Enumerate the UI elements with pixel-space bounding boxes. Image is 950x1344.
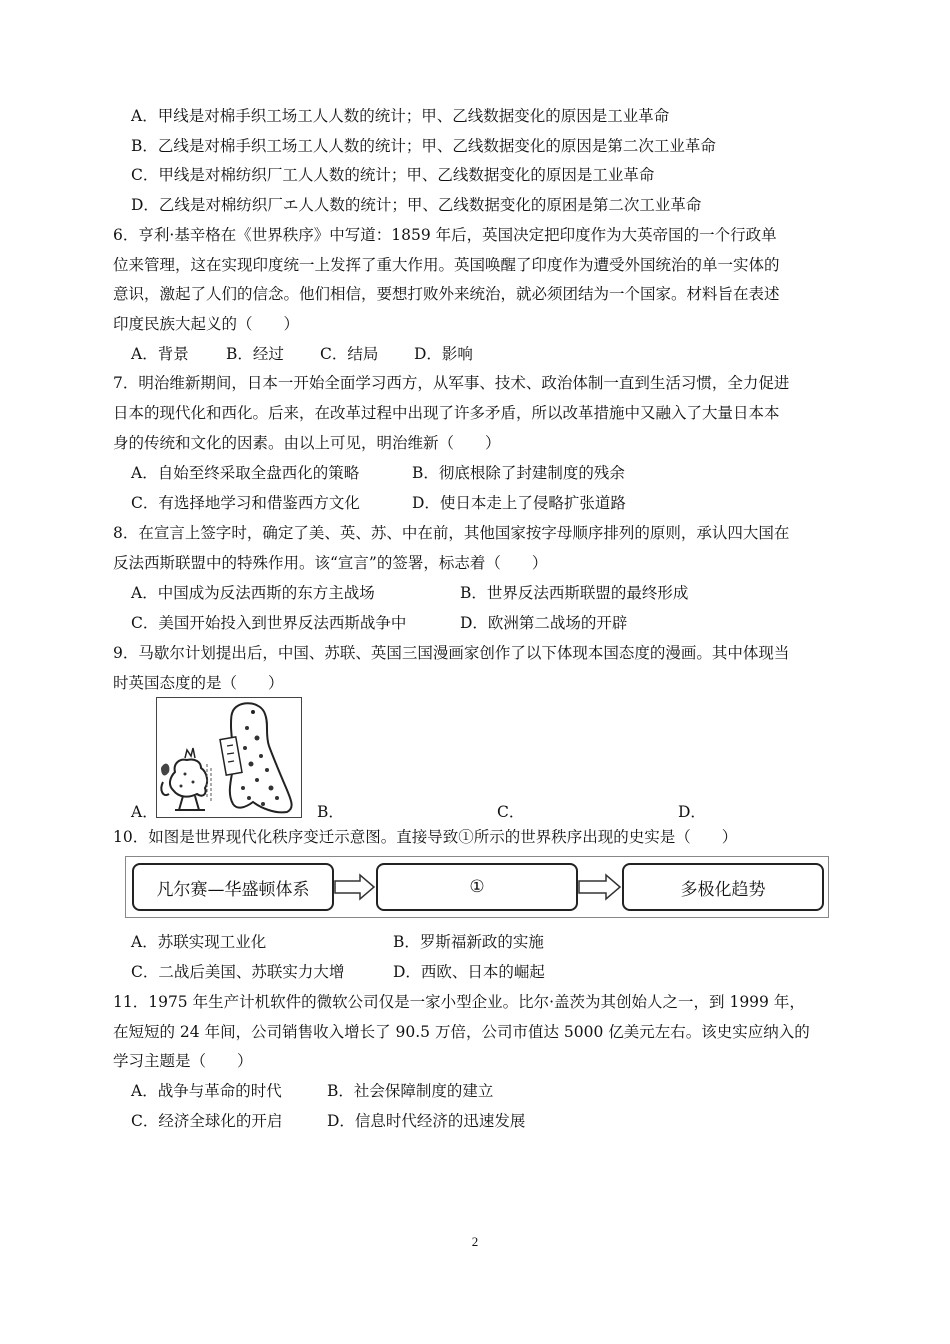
q6-stem-line-4: 印度民族大起义的（ ） xyxy=(113,315,300,333)
q9-stem-line-1: 9．马歇尔计划提出后，中国、苏联、英国三国漫画家创作了以下体现本国态度的漫画。其中体现当 xyxy=(113,644,790,662)
q6-option-c: C．结局 xyxy=(320,345,379,363)
q11-option-d: D．信息时代经济的迅速发展 xyxy=(327,1112,526,1130)
q10-option-a: A．苏联实现工业化 xyxy=(131,933,267,951)
q6-option-d: D．影响 xyxy=(414,345,473,363)
arrow-right-icon xyxy=(578,873,622,901)
q11-stem-line-1: 11．1975 年生产计机软件的微软公司仅是一家小型企业。比尔·盖茨为其创始人之一，到 1999 年， xyxy=(113,993,805,1011)
q11-option-b: B．社会保障制度的建立 xyxy=(327,1082,494,1100)
diagram-box-3-label: 多极化趋势 xyxy=(680,879,766,900)
q9-option-d: D． xyxy=(678,803,706,821)
q6-stem-line-1: 6．亨利·基辛格在《世界秩序》中写道：1859 年后，英国决定把印度作为大英帝国的一个行政单 xyxy=(113,226,777,244)
q10-option-c: C．二战后美国、苏联实力大增 xyxy=(131,963,345,981)
q10-option-d: D．西欧、日本的崛起 xyxy=(393,963,545,981)
diagram-box-versailles-washington xyxy=(132,863,334,911)
q7-stem-line-1: 7．明治维新期间，日本一开始全面学习西方，从军事、技术、政治体制一直到生活习惯，全力促进 xyxy=(113,374,790,392)
q8-stem-line-2: 反法西斯联盟中的特殊作用。该“宣言”的签署，标志着（ ） xyxy=(113,554,548,572)
q7-option-b: B．彻底根除了封建制度的残余 xyxy=(412,464,625,482)
cartoon-image xyxy=(156,697,302,818)
diagram-box-1-label: 凡尔赛—华盛顿体系 xyxy=(156,879,310,900)
diagram-box-2-label: ① xyxy=(469,877,485,897)
q5-option-a: A．甲线是对棉手织工场工人人数的统计；甲、乙线数据变化的原因是工业革命 xyxy=(131,107,670,125)
q7-stem-line-3: 身的传统和文化的因素。由以上可见，明治维新（ ） xyxy=(113,434,501,452)
q9-option-b: B． xyxy=(317,803,344,821)
q6-stem-line-2: 位来管理，这在实现印度统一上发挥了重大作用。英国唤醒了印度作为遭受外国统治的单一实体的 xyxy=(113,256,780,274)
q6-option-a: A．背景 xyxy=(131,345,189,363)
q11-stem-line-3: 学习主题是（ ） xyxy=(113,1052,253,1070)
q11-stem-line-2: 在短短的 24 年间，公司销售收入增长了 90.5 万倍，公司市值达 5000 亿美元左右。该史实应纳入的 xyxy=(113,1023,810,1041)
q8-option-d: D．欧洲第二战场的开辟 xyxy=(460,614,628,632)
q6-option-b: B．经过 xyxy=(226,345,284,363)
diagram-box-multipolar xyxy=(622,863,824,911)
q9-option-c: C． xyxy=(497,803,525,821)
q8-option-b: B．世界反法西斯联盟的最终形成 xyxy=(460,584,689,602)
q10-stem: 10．如图是世界现代化秩序变迁示意图。直接导致①所示的世界秩序出现的史实是（ ） xyxy=(113,828,738,846)
q8-option-c: C．美国开始投入到世界反法西斯战争中 xyxy=(131,614,407,632)
q9-option-a: A． xyxy=(131,803,158,821)
q7-option-c: C．有选择地学习和借鉴西方文化 xyxy=(131,494,360,512)
q11-option-a: A．战争与革命的时代 xyxy=(131,1082,282,1100)
diagram-box-circled-one xyxy=(376,863,578,911)
arrow-right-icon xyxy=(334,873,376,901)
q5-option-b: B．乙线是对棉手织工场工人人数的统计；甲、乙线数据变化的原因是第二次工业革命 xyxy=(131,137,716,155)
q5-option-d: D．乙线是对棉纺织厂エ人人数的统计；甲、乙线数据变化的原困是第二次工业革命 xyxy=(131,196,702,214)
q7-option-a: A．自始至终采取全盘西化的策略 xyxy=(131,464,360,482)
q8-stem-line-1: 8．在宣言上签字时，确定了美、英、苏、中在前，其他国家按字母顺序排列的原则，承认四大国在 xyxy=(113,524,790,542)
cartoon-drawing xyxy=(157,698,301,817)
order-change-diagram xyxy=(125,856,829,918)
q8-option-a: A．中国成为反法西斯的东方主战场 xyxy=(131,584,375,602)
q11-option-c: C．经济全球化的开启 xyxy=(131,1112,283,1130)
q10-option-b: B．罗斯福新政的实施 xyxy=(393,933,544,951)
page-number: 2 xyxy=(471,1234,479,1249)
q5-option-c: C．甲线是对棉纺织厂工人人数的统计；甲、乙线数据变化的原因是工业革命 xyxy=(131,166,655,184)
q7-option-d: D．使日本走上了侵略扩张道路 xyxy=(412,494,626,512)
q7-stem-line-2: 日本的现代化和西化。后来，在改革过程中出现了许多矛盾，所以改革措施中又融入了大量日本本 xyxy=(113,404,780,422)
q6-stem-line-3: 意识，激起了人们的信念。他们相信，要想打败外来统治，就必须团结为一个国家。材料旨在表述 xyxy=(113,285,780,303)
q9-stem-line-2: 时英国态度的是（ ） xyxy=(113,674,284,692)
